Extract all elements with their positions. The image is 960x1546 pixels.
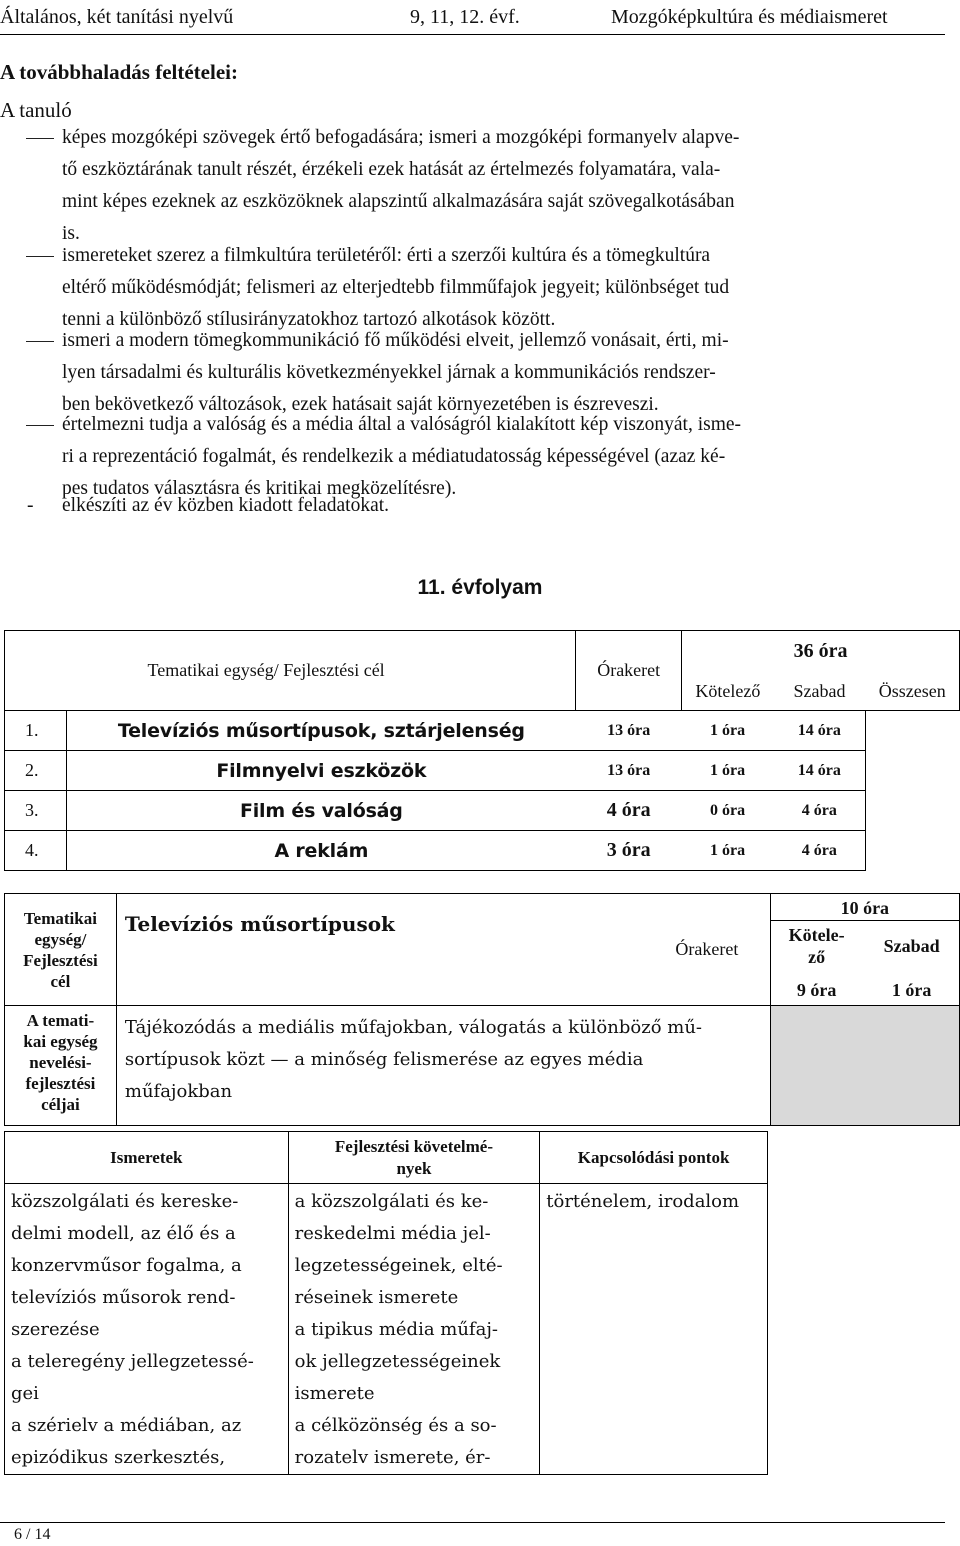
row-total-hours: 4 óra (774, 791, 866, 831)
row-free-hours: 1 óra (682, 831, 774, 871)
hours-box (770, 894, 959, 1006)
knowledge-cell: közszolgálati és kereske- delmi modell, az élő és a konzervműsor fogalma, a televíziós műsorok rend- szerezése a teleregény jellegzetessé- gei a szérielv a médiában, az epizódikus szerkesztés, (5, 1184, 289, 1475)
unit-title: Televíziós műsortípusok (116, 894, 644, 1006)
row-unit-name: Filmnyelvi eszközök (66, 751, 575, 791)
row-required-hours: 4 óra (576, 791, 682, 831)
grey-cell (770, 1006, 959, 1126)
table-row (5, 831, 960, 871)
conditions-title: A továbbhaladás feltételei: (0, 60, 238, 84)
row-number: 2. (5, 751, 67, 791)
requirements-cell: a közszolgálati és ke- reskedelmi média jel- legzetességeinek, elté- réseinek ismerete a tipikus média műfaj- ok jellegzetességeinek ismerete a célközönség és a so- rozatelv ismerete, ér- (288, 1184, 540, 1475)
condition-line: képes mozgóképi szövegek értő befogadására; ismeri a mozgóképi formanyelv alapve- (62, 127, 740, 148)
table-row (5, 791, 960, 831)
col-header-hours: Órakeret (576, 631, 682, 711)
dash-marker (26, 341, 54, 342)
condition-line: lyen társadalmi és kulturális következményekkel járnak a kommunikációs rendszer- (62, 362, 716, 383)
content-table (4, 1131, 768, 1475)
page-header (0, 6, 945, 32)
dash-marker (26, 256, 54, 257)
row-required-hours: 13 óra (576, 751, 682, 791)
col-header-links: Kapcsolódási pontok (540, 1132, 768, 1184)
row-unit-name: A reklám (66, 831, 575, 871)
col-header-total: Összesen (866, 673, 960, 711)
row-total-hours: 14 óra (774, 711, 866, 751)
row-number: 4. (5, 831, 67, 871)
required-value: 9 óra (796, 980, 837, 1000)
condition-line: mint képes ezeknek az eszközöknek alapszintű alkalmazására saját szövegalkotásában (62, 191, 735, 212)
col-header-required: Kötelező (682, 673, 774, 711)
dash-marker (26, 425, 54, 426)
table-row (5, 711, 960, 751)
condition-line: ismeri a modern tömegkommunikáció fő működési elveit, jellemző vonásait, érti, mi- (62, 330, 729, 351)
row-free-hours: 1 óra (682, 711, 774, 751)
conditions-subject: A tanuló (0, 98, 72, 122)
hours-divider (771, 920, 959, 921)
year-title: 11. évfolyam (417, 576, 543, 599)
condition-line: ben bekövetkező változások, ezek hatásait saját környezetében is észreveszi. (62, 394, 659, 415)
header-rule (0, 34, 945, 35)
condition-line: ri a reprezentáció fogalmát, és rendelkezik a médiatudatosság képességével (azaz ké- (62, 446, 726, 467)
header-grades: 9, 11, 12. évf. (410, 6, 520, 28)
label-goals: A temati- kai egység nevelési- fejlesztési céljai (5, 1006, 117, 1126)
condition-line: ismereteket szerez a filmkultúra területéről: érti a szerzői kultúra és a tömegkultúra (62, 245, 711, 266)
header-subject: Mozgóképkultúra és médiaismeret (611, 6, 888, 28)
row-free-hours: 1 óra (682, 751, 774, 791)
unit-goals: Tájékozódás a mediális műfajokban, válogatás a különböző mű- sortípusok közt — a minőség felismerése az egyes média műfajokban (116, 1006, 770, 1126)
unit-total-hours: 10 óra (840, 898, 890, 918)
row-number: 1. (5, 711, 67, 751)
row-number: 3. (5, 791, 67, 831)
free-label: Szabad (883, 936, 940, 956)
col-header-requirements: Fejlesztési követelmé- nyek (288, 1132, 540, 1184)
row-unit-name: Televíziós műsortípusok, sztárjelenség (66, 711, 575, 751)
footer-rule (0, 1522, 945, 1523)
row-required-hours: 13 óra (576, 711, 682, 751)
condition-line: tenni a különböző stílusirányzatokhoz tartozó alkotások között. (62, 309, 556, 330)
hours-label: Órakeret (644, 894, 770, 1006)
links-cell: történelem, irodalom (540, 1184, 768, 1475)
summary-table (4, 630, 960, 871)
condition-line: elkészíti az év közben kiadott feladatokat. (62, 495, 390, 516)
table-row (5, 751, 960, 791)
page-number: 6 / 14 (14, 1526, 51, 1543)
total-hours: 36 óra (682, 631, 960, 673)
unit-table (4, 893, 960, 1126)
row-total-hours: 14 óra (774, 751, 866, 791)
col-header-unit: Tematikai egység/ Fejlesztési cél (5, 631, 576, 711)
row-total-hours: 4 óra (774, 831, 866, 871)
dash-marker (26, 138, 54, 139)
condition-line: is. (62, 223, 80, 244)
condition-line: eltérő működésmódját; felismeri az elterjedtebb filmműfajok jegyeit; különbséget tud (62, 277, 730, 298)
row-free-hours: 0 óra (682, 791, 774, 831)
condition-line: pes tudatos választásra és kritikai megközelítésre). (62, 478, 457, 499)
col-header-knowledge: Ismeretek (5, 1132, 289, 1184)
col-header-free: Szabad (774, 673, 866, 711)
label-unit: Tematikai egység/ Fejlesztési cél (5, 894, 117, 1006)
free-value: 1 óra (891, 980, 932, 1000)
hyphen-marker: - (27, 495, 34, 516)
header-school-type: Általános, két tanítási nyelvű (0, 6, 234, 28)
condition-line: tő eszköztárának tanult részét, érzékeli ezek hatását az értelmezés folyamatára, vala- (62, 159, 721, 180)
row-required-hours: 3 óra (576, 831, 682, 871)
required-label: Kötele- ző (788, 925, 845, 967)
row-unit-name: Film és valóság (66, 791, 575, 831)
condition-line: értelmezni tudja a valóság és a média által a valóságról kialakított kép viszonyát, isme- (62, 414, 742, 435)
